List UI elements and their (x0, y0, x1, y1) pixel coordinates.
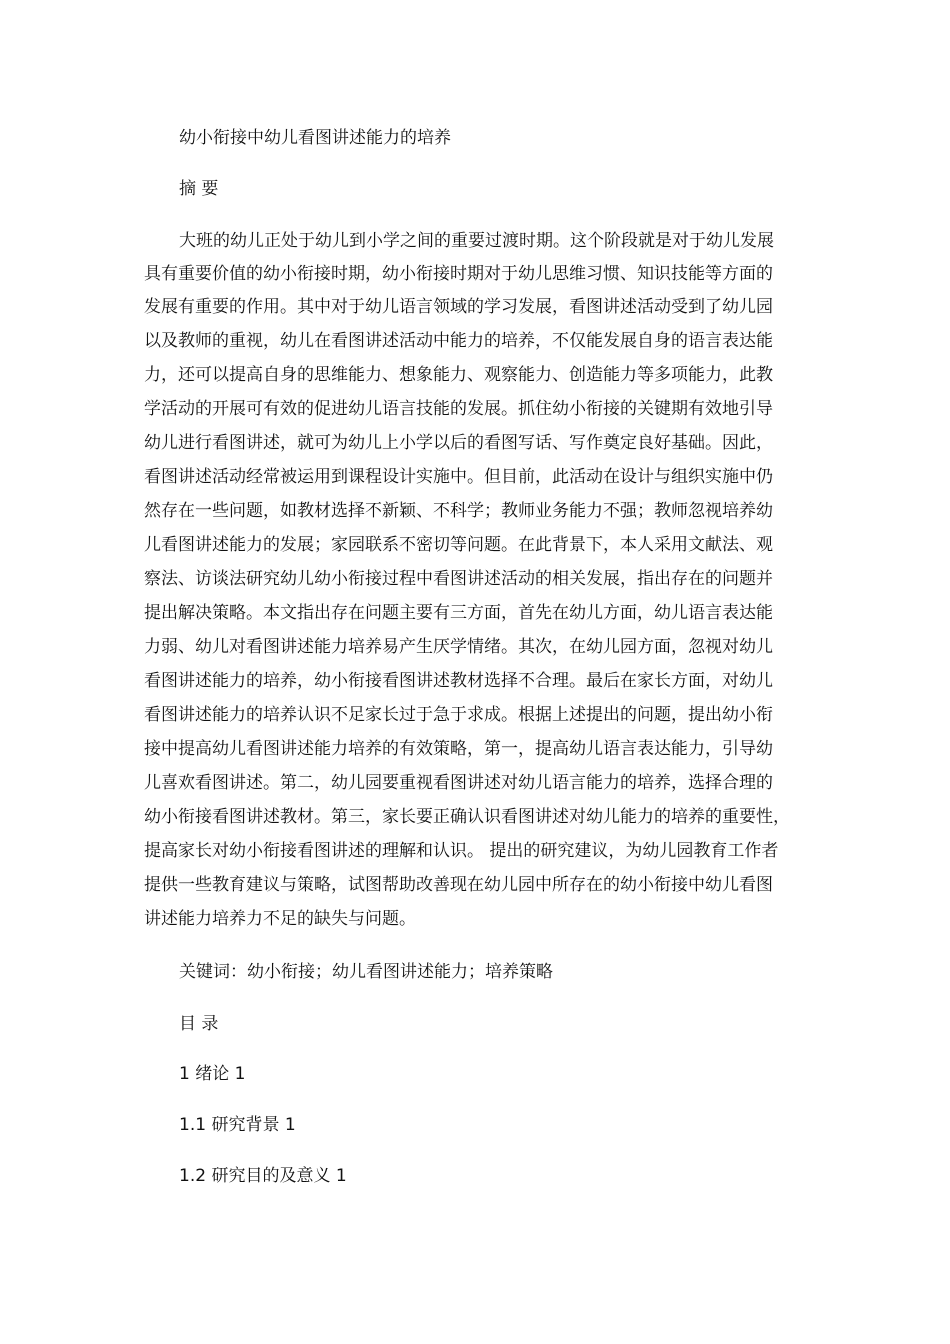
abstract-line: 以及教师的重视，幼儿在看图讲述活动中能力的培养，不仅能发展自身的语言表达能 (144, 331, 773, 351)
abstract-line: 学活动的开展可有效的促进幼儿语言技能的发展。抓住幼小衔接的关键期有效地引导 (144, 399, 773, 419)
abstract-line: 然存在一些问题，如教材选择不新颖、不科学；教师业务能力不强；教师忽视培养幼 (144, 501, 773, 521)
document-title: 幼小衔接中幼儿看图讲述能力的培养 (179, 128, 451, 148)
abstract-heading: 摘 要 (179, 179, 219, 199)
abstract-line: 力弱、幼儿对看图讲述能力培养易产生厌学情绪。其次，在幼儿园方面，忽视对幼儿 (144, 637, 773, 657)
toc-item: 1.2 研究目的及意义 1 (179, 1166, 347, 1186)
toc-item: 1.1 研究背景 1 (179, 1115, 296, 1135)
abstract-line: 提高家长对幼小衔接看图讲述的理解和认识。 提出的研究建议，为幼儿园教育工作者 (144, 841, 779, 861)
abstract-line: 发展有重要的作用。其中对于幼儿语言领域的学习发展，看图讲述活动受到了幼儿园 (144, 297, 773, 317)
abstract-line: 看图讲述能力的培养认识不足家长过于急于求成。根据上述提出的问题，提出幼小衔 (144, 705, 773, 725)
abstract-line: 看图讲述活动经常被运用到课程设计实施中。但目前，此活动在设计与组织实施中仍 (144, 467, 773, 487)
abstract-line: 力，还可以提高自身的思维能力、想象能力、观察能力、创造能力等多项能力，此教 (144, 365, 773, 385)
abstract-line: 提供一些教育建议与策略，试图帮助改善现在幼儿园中所存在的幼小衔接中幼儿看图 (144, 875, 773, 895)
abstract-line: 大班的幼儿正处于幼儿到小学之间的重要过渡时期。这个阶段就是对于幼儿发展 (179, 231, 774, 251)
abstract-line: 看图讲述能力的培养，幼小衔接看图讲述教材选择不合理。最后在家长方面，对幼儿 (144, 671, 773, 691)
abstract-line: 察法、访谈法研究幼儿幼小衔接过程中看图讲述活动的相关发展，指出存在的问题并 (144, 569, 773, 589)
abstract-line: 讲述能力培养力不足的缺失与问题。 (144, 909, 416, 929)
abstract-line: 儿喜欢看图讲述。第二，幼儿园要重视看图讲述对幼儿语言能力的培养，选择合理的 (144, 773, 773, 793)
toc-heading: 目 录 (179, 1014, 219, 1034)
keywords: 关键词：幼小衔接；幼儿看图讲述能力；培养策略 (179, 962, 553, 982)
toc-item: 1 绪论 1 (179, 1064, 246, 1084)
abstract-line: 幼小衔接看图讲述教材。第三，家长要正确认识看图讲述对幼儿能力的培养的重要性， (144, 807, 790, 827)
abstract-line: 具有重要价值的幼小衔接时期，幼小衔接时期对于幼儿思维习惯、知识技能等方面的 (144, 264, 773, 284)
abstract-line: 提出解决策略。本文指出存在问题主要有三方面，首先在幼儿方面，幼儿语言表达能 (144, 603, 773, 623)
abstract-line: 接中提高幼儿看图讲述能力培养的有效策略，第一，提高幼儿语言表达能力，引导幼 (144, 739, 773, 759)
abstract-line: 幼儿进行看图讲述，就可为幼儿上小学以后的看图写话、写作奠定良好基础。因此， (144, 433, 773, 453)
abstract-line: 儿看图讲述能力的发展；家园联系不密切等问题。在此背景下，本人采用文献法、观 (144, 535, 773, 555)
